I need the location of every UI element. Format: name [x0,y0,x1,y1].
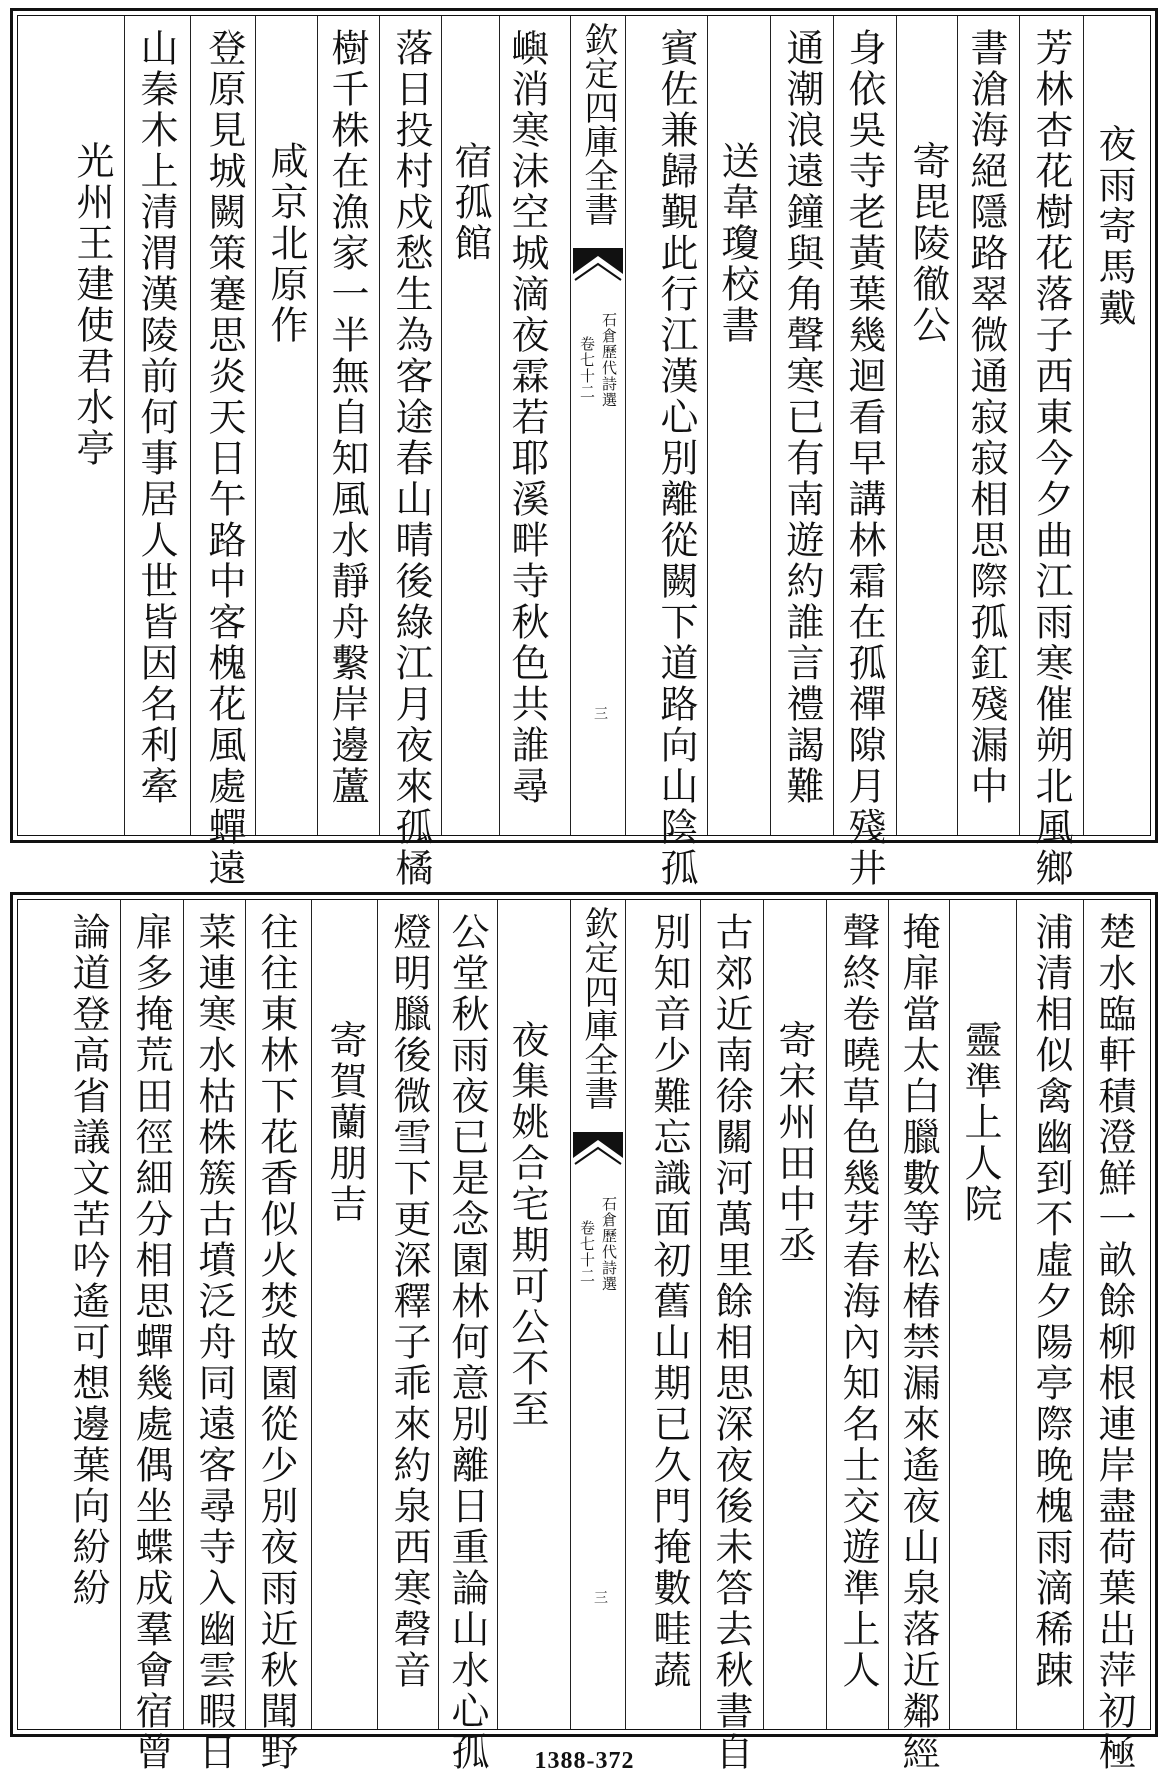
poem-line: 公堂秋雨夜已是念園林何意別離日重論山水心孤 [445,912,489,1773]
text-column [128,16,184,835]
poem-line: 楚水臨軒積澄鮮一畝餘柳根連岸盡荷葉出萍初極 [1092,912,1136,1773]
poem-title: 咸京北原作 [264,141,308,346]
text-column [381,900,437,1729]
column-rule [763,900,764,1729]
center-gutter [570,900,626,1729]
column-rule [255,16,256,835]
text-column [958,16,1014,835]
column-rule [311,900,312,1729]
top-page-panel [10,8,1158,889]
text-column [641,900,697,1729]
poem-title: 寄毘陵徹公 [906,141,950,346]
text-column [709,16,765,835]
text-column [499,16,555,835]
text-column [258,16,314,835]
poem-line: 燈明臘後微雪下更深釋子乖來約泉西寒磬音 [387,912,431,1691]
text-column [383,16,439,889]
column-rule [1016,900,1017,1729]
column-rule [707,16,708,835]
column-rule [949,900,950,1729]
poem-title: 寄賀蘭朋吉 [323,1020,367,1225]
column-rule [379,16,380,835]
text-column [830,900,886,1729]
column-rule [183,900,184,1729]
gutter-title: 欽定四庫全書 [578,22,618,226]
text-column [900,16,956,835]
poem-title: 夜集姚合宅期可公不至 [505,1020,549,1430]
poem-line: 往往東林下花香似火焚故園從少別夜雨近秋聞野 [254,912,298,1773]
poem-line: 古郊近南徐關河萬里餘相思深夜後未答去秋書自 [709,912,753,1773]
text-column [499,900,555,1729]
gutter-folio: 三 [592,706,608,720]
text-column [319,16,375,835]
poem-line: 登原見城闕策蹇思炎天日午路中客槐花風處蟬遠 [202,28,246,889]
text-column [442,16,498,835]
poem-title: 靈準上人院 [958,1020,1002,1225]
poem-line: 聲終卷曉草色幾芽春海內知名士交遊準上人 [836,912,880,1691]
gutter-book-title: 石倉歷代詩選 [600,1196,618,1292]
fishtail-mark-icon [571,244,625,284]
text-column [248,900,304,1773]
poem-title: 送韋瓊校書 [715,141,759,346]
text-column [766,900,822,1729]
column-rule [120,900,121,1729]
column-rule [896,16,897,835]
text-column [317,900,373,1729]
text-column [60,900,116,1729]
text-column [1086,900,1142,1773]
page-number: 1388-372 [534,1748,635,1774]
gutter-volume: 卷七十二 [578,336,596,400]
column-rule [1019,16,1020,835]
text-column [836,16,892,889]
poem-line: 芳林杏花樹花落子西東今夕曲江雨寒催朔北風鄉 [1029,28,1073,889]
text-column [648,16,704,889]
poem-title: 寄宋州田中丞 [772,1020,816,1266]
poem-line: 別知音少難忘識面初舊山期已久門掩數畦蔬 [647,912,691,1691]
column-rule [888,900,889,1729]
poem-line: 浦清相似禽幽到不虛夕陽亭際晚槐雨滴稀踈 [1029,912,1073,1691]
poem-title: 宿孤館 [448,141,492,264]
gutter-title: 欽定四庫全書 [578,906,618,1110]
text-column [890,900,946,1773]
text-column [186,900,242,1773]
fishtail-mark-icon [571,1128,625,1168]
column-rule [1083,900,1084,1729]
poem-line: 菜連寒水枯株簇古墳泛舟同遠客尋寺入幽雲暇日 [192,912,236,1773]
poem-line: 樹千株在漁家一半無自知風水靜舟繫岸邊蘆 [325,28,369,807]
text-column [703,900,759,1773]
text-column [196,16,252,889]
text-column [64,16,120,835]
column-rule [124,16,125,835]
text-column [123,900,179,1773]
column-rule [826,900,827,1729]
poem-line: 書滄海絕隱路翠微通寂寂相思際孤釭殘漏中 [964,28,1008,807]
column-rule [245,900,246,1729]
column-rule [317,16,318,835]
poem-line: 身依吳寺老黃葉幾迴看早講林霜在孤禪隙月殘井 [842,28,886,889]
column-rule [833,16,834,835]
poem-line: 賓佐兼歸覲此行江漢心別離從闕下道路向山陰孤 [654,28,698,889]
poem-title: 光州王建使君水亭 [70,141,114,469]
text-column [1023,900,1079,1729]
poem-line: 嶼消寒沫空城滴夜霖若耶溪畔寺秋色共誰尋 [505,28,549,807]
text-column [1086,16,1142,835]
column-rule [377,900,378,1729]
column-rule [190,16,191,835]
poem-line: 掩扉當太白臘數等松椿禁漏來遙夜山泉落近鄰經 [896,912,940,1773]
poem-line: 論道登高省議文苦吟遙可想邊葉向紛紛 [66,912,110,1609]
poem-line: 山秦木上清渭漢陵前何事居人世皆因名利牽 [134,28,178,807]
text-column [952,900,1008,1729]
column-rule [1083,16,1084,835]
text-column [439,900,495,1773]
poem-title: 夜雨寄馬戴 [1092,124,1136,329]
poem-line: 扉多掩荒田徑細分相思蟬幾處偶坐蝶成羣會宿曾 [129,912,173,1773]
gutter-volume: 卷七十二 [578,1220,596,1284]
column-rule [770,16,771,835]
poem-line: 通潮浪遠鐘與角聲寒已有南遊約誰言禮謁難 [780,28,824,807]
poem-line: 落日投村戍愁生為客途春山晴後綠江月夜來孤橘 [389,28,433,889]
text-column [774,16,830,835]
column-rule [497,900,498,1729]
gutter-book-title: 石倉歷代詩選 [600,312,618,408]
center-gutter [570,16,626,835]
text-column [1023,16,1079,889]
column-rule [700,900,701,1729]
gutter-folio: 三 [592,1590,608,1604]
top-page-frame [17,15,1151,889]
